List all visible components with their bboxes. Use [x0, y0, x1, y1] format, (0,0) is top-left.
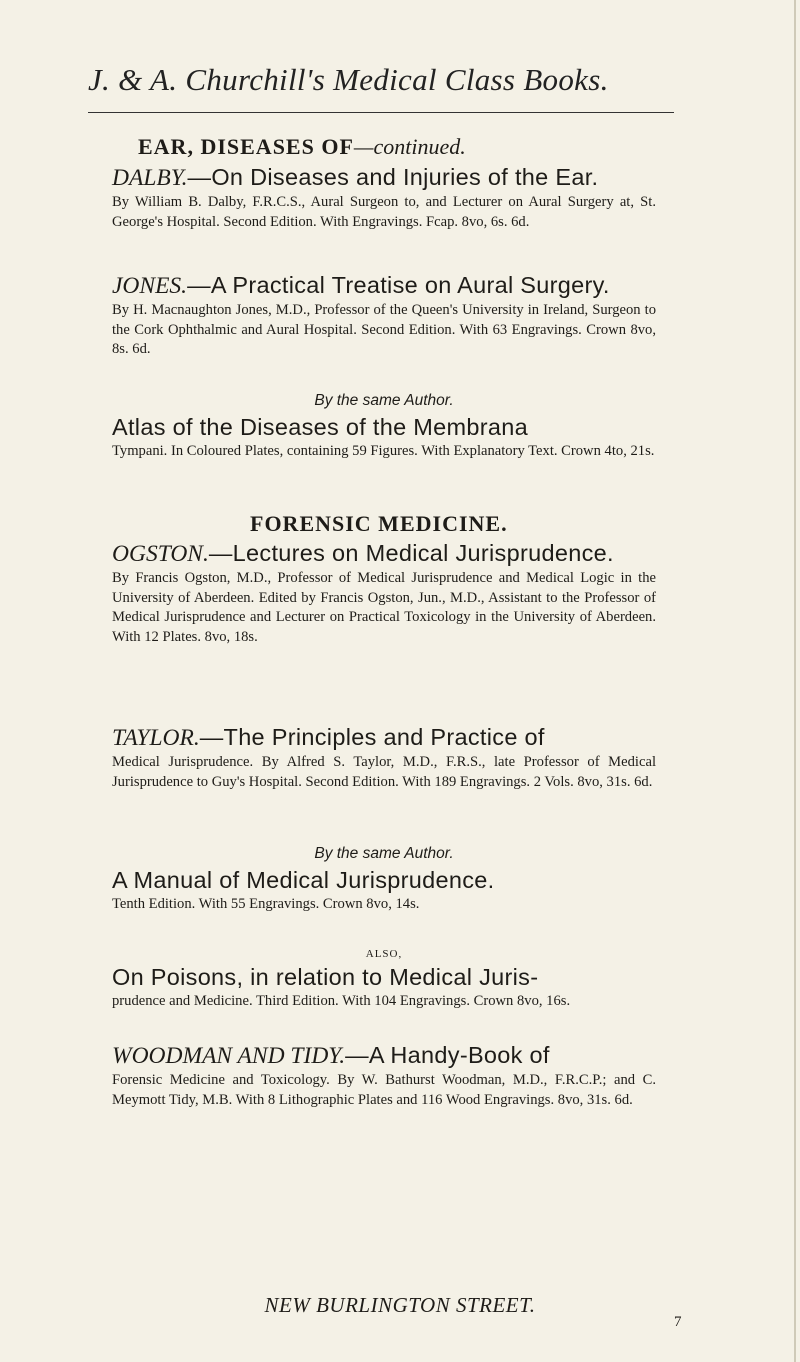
same-author-note: By the same Author. [314, 845, 454, 862]
footer-street: NEW BURLINGTON STREET. [264, 1293, 536, 1317]
entry-woodman-tidy [112, 1040, 656, 1110]
entry-taylor-manual [112, 843, 656, 915]
entry-description: prudence and Medicine. Third Edition. With 104 Engravings. Crown 8vo, 16s. [112, 993, 571, 1009]
entry-jones [112, 270, 656, 360]
entry-title: Atlas of the Diseases of the Membrana [112, 414, 529, 440]
entry-description: Tenth Edition. With 55 Engravings. Crown 8vo, 14s. [112, 896, 420, 912]
entry-description: Medical Jurisprudence. By Alfred S. Taylor, M.D., F.R.S., late Professor of Medical Jurisprudence to Guy's Hospital. Second Edition. With 189 Engravings. 2 Vols. 8vo, 31s. 6d. [112, 754, 656, 790]
entry-title: WOODMAN AND TIDY.—A Handy-Book of [112, 1042, 550, 1069]
entry-description: Forensic Medicine and Toxicology. By W. Bathurst Woodman, M.D., F.R.C.P.; and C. Meymott Tidy, M.B. With 8 Lithographic Plates and 116 Wood Engravings. 8vo, 31s. 6d. [112, 1072, 656, 1108]
entry-jones-atlas [112, 390, 656, 462]
entry-title: DALBY.—On Diseases and Injuries of the Ear. [112, 164, 599, 191]
page-number: 7 [674, 1314, 682, 1330]
entry-title: On Poisons, in relation to Medical Juris- [112, 964, 539, 990]
entry-title: A Manual of Medical Jurisprudence. [112, 867, 495, 893]
entry-taylor-poisons [112, 946, 656, 1012]
running-head: J. & A. Churchill's Medical Class Books. [88, 62, 609, 97]
entry-description: By Francis Ogston, M.D., Professor of Medical Jurisprudence and Medical Logic in the University of Aberdeen. Edited by Francis Ogston, Jun., M.D., Assistant to the Professor of Medical Jurisprudence and Lecturer on Practical Toxicology in the University of Aberdeen. With 12 Plates. 8vo, 18s. [112, 570, 656, 645]
entry-description: Tympani. In Coloured Plates, containing 59 Figures. With Explanatory Text. Crown 4to, 21s. [112, 443, 655, 459]
entry-title: OGSTON.—Lectures on Medical Jurisprudence. [112, 540, 614, 567]
entry-ogston [112, 538, 656, 647]
page-edge [794, 0, 796, 1362]
entry-taylor [112, 722, 656, 792]
entry-description: By William B. Dalby, F.R.C.S., Aural Surgeon to, and Lecturer on Aural Surgery at, St. George's Hospital. Second Edition. With Engravings. Fcap. 8vo, 6s. 6d. [112, 194, 656, 230]
also-note: ALSO, [365, 948, 403, 960]
section-heading-ear: EAR, DISEASES OF—continued. [138, 134, 466, 159]
same-author-note: By the same Author. [314, 392, 454, 409]
entry-dalby [112, 162, 656, 232]
entry-title: JONES.—A Practical Treatise on Aural Surgery. [112, 272, 610, 299]
entry-description: By H. Macnaughton Jones, M.D., Professor of the Queen's University in Ireland, Surgeon to the Cork Ophthalmic and Aural Hospital. Second Edition. With 63 Engravings. Crown 8vo, 8s. 6d. [112, 302, 656, 357]
entry-title: TAYLOR.—The Principles and Practice of [112, 724, 545, 751]
section-heading-forensic: FORENSIC MEDICINE. [250, 511, 508, 536]
header-rule [88, 112, 674, 113]
